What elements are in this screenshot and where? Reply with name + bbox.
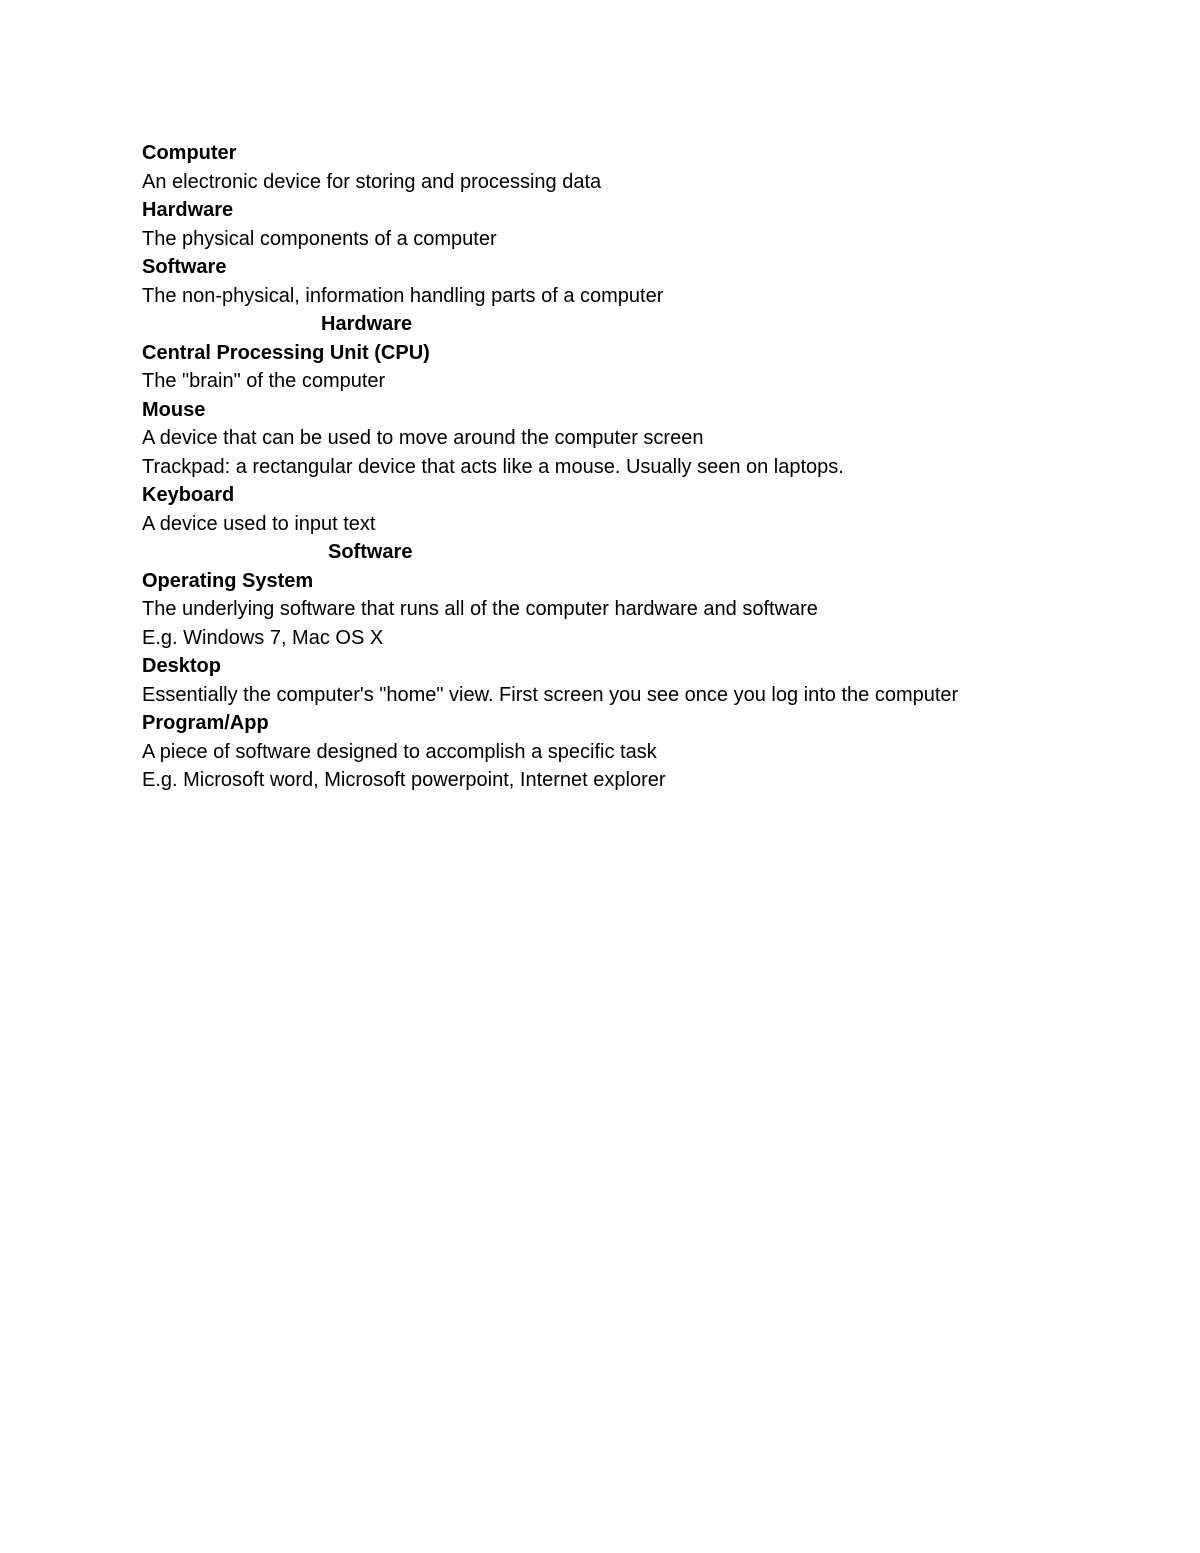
definition-software: The non-physical, information handling parts of a computer <box>142 284 664 307</box>
glossary-content <box>142 139 1142 795</box>
definition-cpu: The "brain" of the computer <box>142 370 386 392</box>
term-hardware: Hardware <box>142 199 234 221</box>
definition-program-app: A piece of software designed to accomplish a specific task <box>142 740 657 763</box>
term-computer: Computer <box>142 142 237 164</box>
example-operating-system: E.g. Windows 7, Mac OS X <box>142 626 384 649</box>
section-heading-software: Software <box>328 541 413 563</box>
example-program-app: E.g. Microsoft word, Microsoft powerpoint, Internet explorer <box>142 769 666 791</box>
definition-computer: An electronic device for storing and processing data <box>142 170 602 193</box>
section-heading-hardware: Hardware <box>321 313 413 335</box>
term-mouse: Mouse <box>142 398 206 421</box>
term-operating-system: Operating System <box>142 569 314 592</box>
term-cpu: Central Processing Unit (CPU) <box>142 341 430 364</box>
definition-keyboard: A device used to input text <box>142 512 376 535</box>
definition-hardware: The physical components of a computer <box>142 227 497 250</box>
definition-desktop: Essentially the computer's "home" view. First screen you see once you log into the computer <box>142 683 959 706</box>
term-program-app: Program/App <box>142 712 269 734</box>
definition-trackpad: Trackpad: a rectangular device that acts like a mouse. Usually seen on laptops. <box>142 455 844 478</box>
definition-mouse: A device that can be used to move around the computer screen <box>142 427 704 449</box>
definition-operating-system: The underlying software that runs all of the computer hardware and software <box>142 598 818 620</box>
term-software: Software <box>142 256 227 278</box>
term-desktop: Desktop <box>142 655 221 677</box>
term-keyboard: Keyboard <box>142 484 235 506</box>
